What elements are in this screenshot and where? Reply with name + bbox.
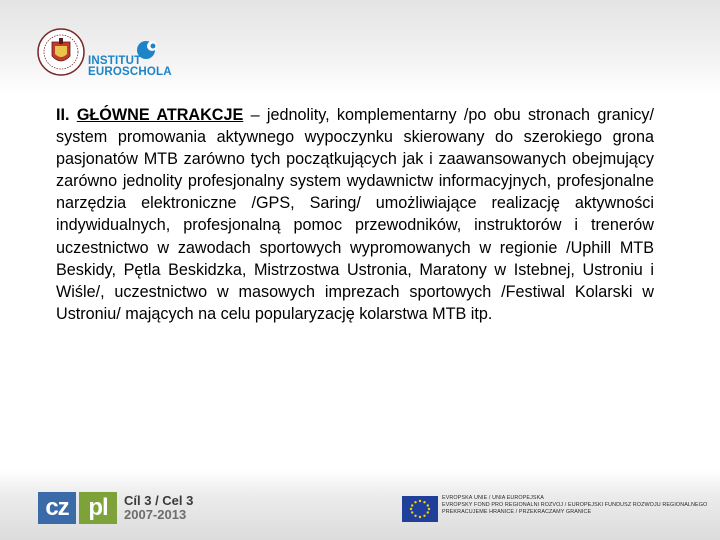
heading-number: II. — [56, 106, 70, 124]
eu-line1: EVROPSKÁ UNIE / UNIA EUROPEJSKA — [442, 495, 544, 501]
main-paragraph — [56, 104, 654, 325]
programme-years: 2007-2013 — [124, 507, 187, 522]
institute-line2: EUROSCHOLA — [88, 66, 172, 78]
czpl-logo — [38, 492, 117, 524]
pl-badge: pl — [79, 492, 117, 524]
university-crest-icon — [36, 24, 86, 80]
eu-line3: PŘEKRAČUJEME HRANICE / PRZEKRACZAMY GRANICE — [442, 509, 592, 516]
body-text: – jednolity, komplementarny /po obu stronach granicy/ system promowania aktywnego wypoczynku skierowany do szerokiego grona pasjonatów MTB zarówno tych początkujących jak i zaawansowanych obejmujący zarówno jednolity profesjonalny system wydawnictw informacyjnych, profesjonalne narzędzia elektroniczne /GPS, Saring/ umożliwiające realizację aktywności indywidualnych, profesjonalną pomoc przewodników, instruktorów i trenerów uczestnictwo w zawodach sportowych wypromowanych w regionie /Uphill MTB Beskidy, Pętla Beskidzka, Mistrzostwa Ustronia, Maratony w Istebnej, Ustroniu i Wiśle/, uczestnictwo w masowych imprezach sportowych /Festiwal Kolarski w Ustroniu/ mających na celu popularyzację kolarstwa MTB itp. — [56, 106, 655, 323]
cz-badge: cz — [38, 492, 76, 524]
programme-name: Cíl 3 / Cel 3 — [124, 493, 194, 508]
header-band — [0, 0, 720, 96]
programme-label — [124, 494, 193, 522]
institute-logo-text — [88, 56, 172, 78]
institute-line1: INSTITUT — [88, 55, 142, 67]
eu-line2: EVROPSKÝ FOND PRO REGIONÁLNÍ ROZVOJ / EUROPEJSKI FUNDUSZ ROZWOJU REGIONALNEGO — [442, 502, 708, 509]
eu-funding-text — [442, 495, 712, 517]
heading-title: GŁÓWNE ATRAKCJE — [76, 106, 244, 124]
eu-flag-icon — [402, 496, 438, 522]
